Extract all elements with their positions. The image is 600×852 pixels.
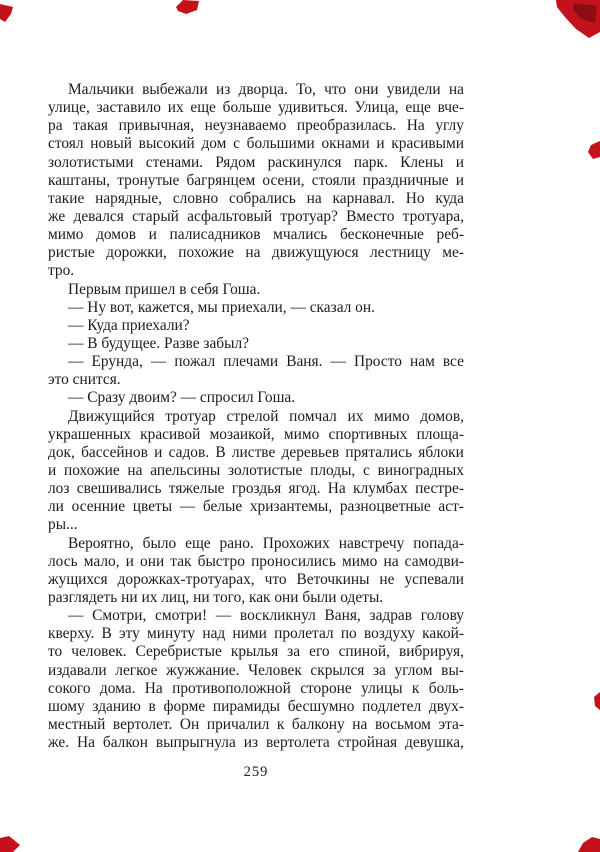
red-edge-stain-right-lower — [594, 692, 600, 710]
paragraph — [48, 353, 464, 389]
text-line: это снится. — [48, 371, 121, 389]
text-line: ристые дорожки, похожие на движущуюся лестницу ме- — [48, 244, 464, 262]
text-line: золотистыми стенами. Рядом раскинулся парк. Клены и — [48, 153, 464, 171]
text-line: — Ерунда, — пожал плечами Ваня. — Просто нам все — [68, 353, 464, 371]
red-edge-stain-right-upper — [588, 141, 600, 159]
text-line: украшенных красивой мозаикой, мимо спортивных площа- — [48, 425, 464, 443]
red-edge-stain-top-right-dark — [573, 3, 597, 23]
text-line: то человек. Серебристые крылья за его спиной, вибрируя, — [48, 643, 464, 661]
text-line: такие нарядные, словно собрались на карнавал. Но куда — [48, 189, 464, 207]
text-line: Мальчики выбежали из дворца. То, что они увидели на — [68, 81, 464, 98]
text-line: жущихся дорожках-тротуарах, что Веточкины не успевали — [48, 570, 464, 588]
text-line: — Ну вот, кажется, мы приехали, — сказал он. — [68, 298, 375, 316]
text-line: местный вертолет. Он причалил к балкону на восьмом эта- — [48, 715, 464, 733]
paragraph — [48, 299, 464, 317]
text-line: мимо домов и палисадников мчались бесконечные реб- — [48, 226, 464, 244]
text-line: кверху. В эту минуту над ними пролетал по воздуху какой- — [48, 625, 464, 643]
text-line: и похожие на апельсины золотистые плоды, с виноградных — [48, 461, 464, 479]
text-line: разглядеть ни их лиц, ни того, как они были одеты. — [48, 588, 384, 606]
red-edge-stain-top-left — [0, 4, 13, 22]
text-line: же. На балкон выпрыгнула из вертолета стройная девушка, — [48, 734, 464, 752]
text-line: док, бассейнов и садов. В листве деревьев прятались яблоки — [48, 443, 464, 461]
text-line: шому зданию в форме пирамиды бесшумно подлетел двух- — [48, 697, 464, 715]
paragraph — [48, 408, 464, 535]
text-line: ры... — [48, 516, 78, 534]
paragraph — [48, 281, 464, 299]
text-line: улице, заставило их еще больше удивиться. Улица, еще вче- — [48, 99, 464, 117]
paragraph — [48, 607, 464, 752]
paragraph — [48, 81, 464, 281]
text-line: Движущийся тротуар стрелой помчал их мимо домов, — [68, 407, 464, 425]
paragraph — [48, 335, 464, 353]
text-block — [48, 81, 464, 752]
text-line: ли осенние цветы — белые хризантемы, разноцветные аст- — [48, 498, 464, 516]
red-edge-stain-top-center — [176, 0, 199, 14]
red-edge-stain-top-right — [556, 0, 600, 38]
text-line: Вероятно, было еще рано. Прохожих навстречу попада- — [68, 534, 464, 552]
text-line: лоз свешивались тяжелые гроздья ягод. На клумбах пестре- — [48, 480, 464, 498]
text-line: лось мало, и они так быстро проносились мимо на самодви- — [48, 552, 464, 570]
text-line: — В будущее. Разве забыл? — [68, 334, 249, 352]
text-line: — Смотри, смотри! — воскликнул Ваня, задрав голову — [68, 607, 464, 625]
text-line: Первым пришел в себя Гоша. — [68, 280, 261, 298]
text-line: издавали легкое жужжание. Человек скрылся за углом вы- — [48, 661, 464, 679]
paragraph — [48, 389, 464, 407]
paragraph — [48, 535, 464, 608]
text-line: — Куда приехали? — [68, 316, 190, 334]
page-number: 259 — [243, 764, 269, 780]
text-line: тро. — [48, 262, 75, 280]
text-line: сокого дома. На противоположной стороне улицы к боль- — [48, 679, 464, 697]
red-edge-stain-bottom-right — [578, 837, 600, 852]
text-line: же девался старый асфальтовый тротуар? Вместо тротуара, — [48, 207, 464, 225]
paragraph — [48, 317, 464, 335]
red-edge-stain-bottom-left — [0, 836, 20, 852]
text-line: каштаны, тронутые багрянцем осени, стояли праздничные и — [48, 171, 464, 189]
text-line: ра такая привычная, неузнаваемо преобразилась. На углу — [48, 117, 464, 135]
text-line: — Сразу двоим? — спросил Гоша. — [68, 389, 296, 407]
text-line: стоял новый высокий дом с большими окнами и красивыми — [48, 135, 464, 153]
